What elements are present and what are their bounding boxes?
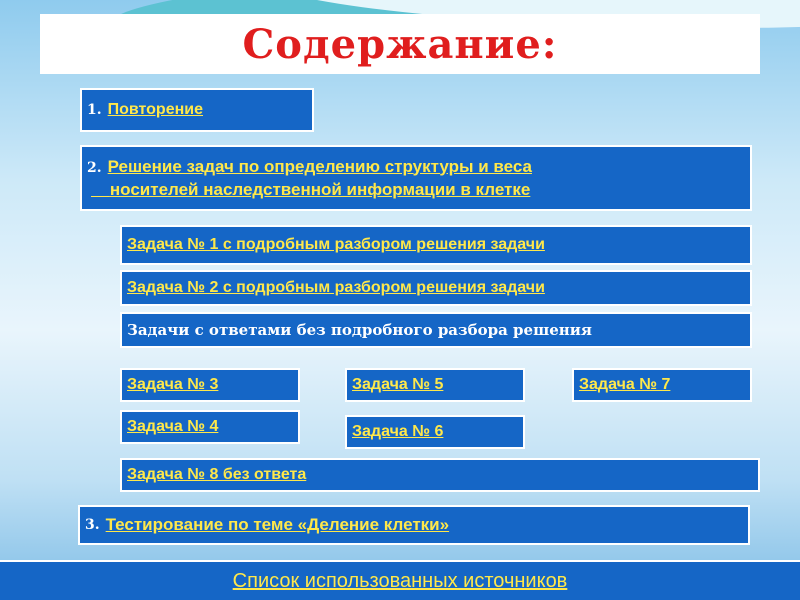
section-1-box[interactable] <box>80 88 314 132</box>
task-8-box[interactable] <box>120 458 760 492</box>
task-3-box[interactable] <box>120 368 300 402</box>
task-5-link[interactable]: Задача № 5 <box>352 376 444 393</box>
task-2-link[interactable]: Задача № 2 с подробным разбором решения задачи <box>127 279 545 296</box>
task-8-link[interactable]: Задача № 8 без ответа <box>127 466 307 483</box>
task-6-link[interactable]: Задача № 6 <box>352 423 444 440</box>
task-7-box[interactable] <box>572 368 752 402</box>
task-1-box[interactable] <box>120 225 752 265</box>
section-2-link-line1[interactable]: Решение задач по определению структуры и веса <box>107 156 532 176</box>
section-3-number: 3. <box>85 517 100 533</box>
task-4-box[interactable] <box>120 410 300 444</box>
task-2-box[interactable] <box>120 270 752 306</box>
task-4-link[interactable]: Задача № 4 <box>127 418 219 435</box>
task-1-link[interactable]: Задача № 1 с подробным разбором решения задачи <box>127 236 545 253</box>
tasks-answers-header <box>120 312 752 348</box>
section-1-number: 1. <box>87 102 102 118</box>
task-7-link[interactable]: Задача № 7 <box>579 376 671 393</box>
sources-link[interactable]: Список использованных источников <box>232 569 568 592</box>
title-banner <box>40 14 760 74</box>
task-3-link[interactable]: Задача № 3 <box>127 376 219 393</box>
section-2-link-line2[interactable]: носителей наследственной информации в клетке <box>109 179 531 199</box>
section-2-number: 2. <box>87 159 102 176</box>
page-title: Содержание: <box>242 20 558 68</box>
section-3-link[interactable]: Тестирование по теме «Деление клетки» <box>105 515 450 534</box>
footer-bar <box>0 560 800 600</box>
section-2-box[interactable] <box>80 145 752 211</box>
section-1-link[interactable]: Повторение <box>107 101 203 118</box>
tasks-answers-header-text: Задачи с ответами без подробного разбора решения <box>127 321 592 339</box>
task-6-box[interactable] <box>345 415 525 449</box>
task-5-box[interactable] <box>345 368 525 402</box>
section-3-box[interactable] <box>78 505 750 545</box>
